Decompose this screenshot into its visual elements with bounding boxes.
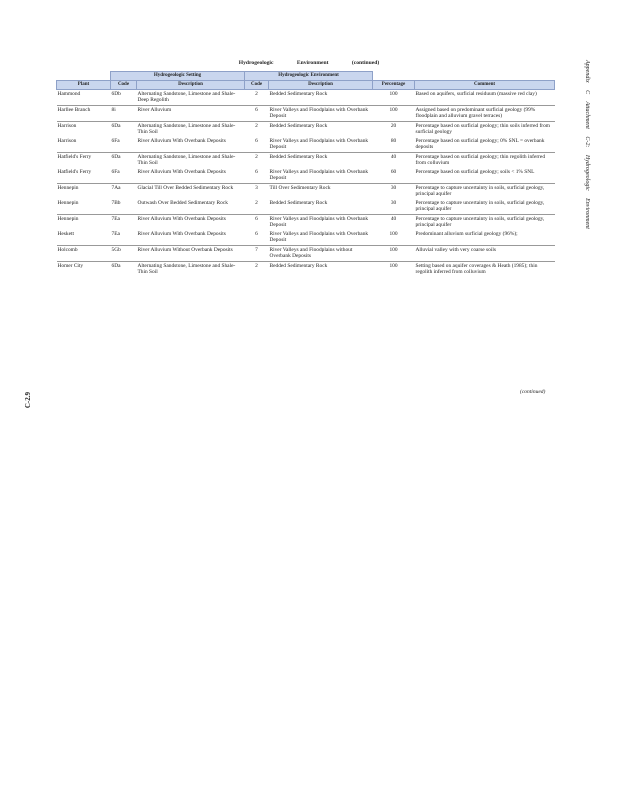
percentage-cell: 80 [390,137,397,144]
plant-cell: Harrison [57,121,111,136]
setting-description-cell: River Alluvium Without Overbank Deposits [137,245,245,261]
plant-cell: Holcomb [57,245,111,261]
setting-code-cell: 6Da [111,261,137,276]
env-code-cell: 2 [255,91,258,97]
col-header-setting-description: Description [137,81,245,90]
setting-code-cell: 7Bb [111,199,121,206]
table-row [57,152,555,167]
setting-description-cell: Alternating Sandstone, Limestone and Shale- Thin Soil [137,261,245,276]
plant-cell: Harllee Branch [57,105,111,121]
setting-code-cell: 6Db [111,91,121,97]
env-code-cell: 6 [255,168,258,175]
comment-cell: Percentage based on surficial geology; soils < 1% SNL [415,168,535,175]
running-header: Appendix C Attachment C-2: Hydrogeologic Environment [584,60,590,229]
plant-cell: Hennepin [57,183,111,198]
plant-cell: Homer City [57,261,111,276]
setting-description-cell: Alternating Sandstone, Limestone and Shale- Thin Soil [137,152,245,167]
setting-code-cell: 6Da [111,152,137,167]
table-body [57,90,555,277]
setting-description-cell: River Alluvium With Overbank Deposits [137,214,245,229]
env-code-cell: 2 [245,152,269,167]
env-description-cell: River Valleys and Floodplains with Overbank Deposit [269,137,369,151]
header-gap [373,72,415,81]
setting-code-cell: 6Fa [111,137,120,144]
setting-code-cell: 7Aa [111,183,137,198]
setting-code-cell: 7Ea [111,214,137,229]
setting-description-cell: Outwash Over Bedded Sedimentary Rock [137,199,228,206]
percentage-cell: 30 [373,183,415,198]
env-description-cell: River Valleys and Floodplains with Overbank Deposit [269,105,373,121]
comment-cell: Percentage to capture uncertainty in soils, surficial geology, principal aquifer [415,199,545,213]
col-header-env-description: Description [269,81,373,90]
env-description-cell: River Valleys and Floodplains with Overbank Deposit [269,214,373,229]
percentage-cell: 100 [389,230,398,237]
table-row [57,245,555,261]
comment-cell: Predominant alluvium surficial geology (96%); [415,230,518,237]
env-description-cell: Bedded Sedimentary Rock [269,91,328,97]
percentage-cell: 20 [373,121,415,136]
setting-code-cell: 7Ea [111,230,120,237]
env-description-cell: River Valleys and Floodplains with Overbank Deposit [269,230,369,244]
plant-cell: Harrison [57,137,77,144]
percentage-cell: 100 [373,245,415,261]
comment-cell: Percentage based on surficial geology; 0% SNL = overbank deposits [415,137,545,151]
setting-code-cell: 6Fa [111,168,120,175]
group-header-environment: Hydrogeologic Environment [245,72,373,81]
col-header-env-code: Code [245,81,269,90]
header-gap [415,72,555,81]
table-row [57,137,555,152]
page-number: C-2.9 [24,392,32,409]
setting-description-cell: Alternating Sandstone, Limestone and Shale- Thin Soil [137,121,245,136]
setting-description-cell: River Alluvium With Overbank Deposits [137,230,226,237]
setting-code-cell: 5Gb [111,245,137,261]
col-header-plant: Plant [57,81,111,90]
env-code-cell: 6 [255,137,258,144]
setting-description-cell: Alternating Sandstone, Limestone and Shale-Deep Regolith [137,91,236,104]
percentage-cell: 40 [373,152,415,167]
col-header-percentage: Percentage [373,81,415,90]
env-code-cell: 7 [245,245,269,261]
env-description-cell: Bedded Sedimentary Rock [269,199,328,206]
plant-cell: Hammond [57,91,81,97]
env-code-cell: 3 [245,183,269,198]
env-description-cell: Till Over Sedimentary Rock [269,183,373,198]
env-code-cell: 6 [255,230,258,237]
env-code-cell: 6 [245,214,269,229]
table-row [57,230,555,245]
col-header-comment: Comment [415,81,555,90]
page-title: Hydrogeologic Environment (continued) [238,60,380,66]
comment-cell: Assigned based on predominant surficial geology (99% floodplain and alluvium gravel terraces) [415,105,555,121]
comment-cell: Percentage to capture uncertainty in soils, surficial geology, principal aquifer [415,214,555,229]
hydrogeologic-table [56,71,555,277]
percentage-cell: 100 [373,105,415,121]
env-code-cell: 6 [245,105,269,121]
group-header-setting: Hydrogeologic Setting [111,72,245,81]
table-row [57,214,555,229]
table-row [57,183,555,198]
env-description-cell: River Valleys and Floodplains without Overbank Deposits [269,245,373,261]
percentage-cell: 40 [373,214,415,229]
setting-code-cell: 8i [111,105,137,121]
plant-cell: Hennepin [57,199,79,206]
percentage-cell: 100 [389,91,398,97]
table-row [57,199,555,214]
env-code-cell: 2 [245,261,269,276]
plant-cell: Hatfield's Ferry [57,152,111,167]
table-row [57,121,555,136]
col-header-setting-code: Code [111,81,137,90]
comment-cell: Based on aquifers, surficial residuum (massive red clay) [415,91,537,97]
env-code-cell: 2 [255,199,258,206]
percentage-cell: 60 [390,168,397,175]
table-row [57,261,555,276]
percentage-cell: 100 [373,261,415,276]
comment-cell: Percentage to capture uncertainty in soils, surficial geology, principal aquifer [415,183,555,198]
comment-cell: Setting based on aquifer coverages & Heath (1985); thin regolith inferred from colluvium [415,261,555,276]
setting-description-cell: River Alluvium With Overbank Deposits [137,137,226,144]
table-row [57,90,555,106]
comment-cell: Percentage based on surficial geology; thin soils inferred from surficial geology [415,121,555,136]
header-gap [57,72,111,81]
plant-cell: Hatfield's Ferry [57,168,92,175]
env-code-cell: 2 [245,121,269,136]
comment-cell: Percentage based on surficial geology; thin regolith inferred from colluvium [415,152,555,167]
plant-cell: Heskett [57,230,74,237]
env-description-cell: Bedded Sedimentary Rock [269,152,373,167]
table-row [57,105,555,121]
setting-description-cell: Glacial Till Over Bedded Sedimentary Rock [137,183,245,198]
env-description-cell: River Valleys and Floodplains with Overbank Deposit [269,168,369,182]
setting-description-cell: River Alluvium With Overbank Deposits [137,168,226,175]
plant-cell: Hennepin [57,214,111,229]
table-row [57,168,555,183]
env-description-cell: Bedded Sedimentary Rock [269,121,373,136]
continued-note: (continued) [520,389,546,395]
env-description-cell: Bedded Sedimentary Rock [269,261,373,276]
setting-code-cell: 6Da [111,121,137,136]
percentage-cell: 30 [390,199,397,206]
comment-cell: Alluvial valley with very coarse soils [415,245,555,261]
setting-description-cell: River Alluvium [137,105,245,121]
